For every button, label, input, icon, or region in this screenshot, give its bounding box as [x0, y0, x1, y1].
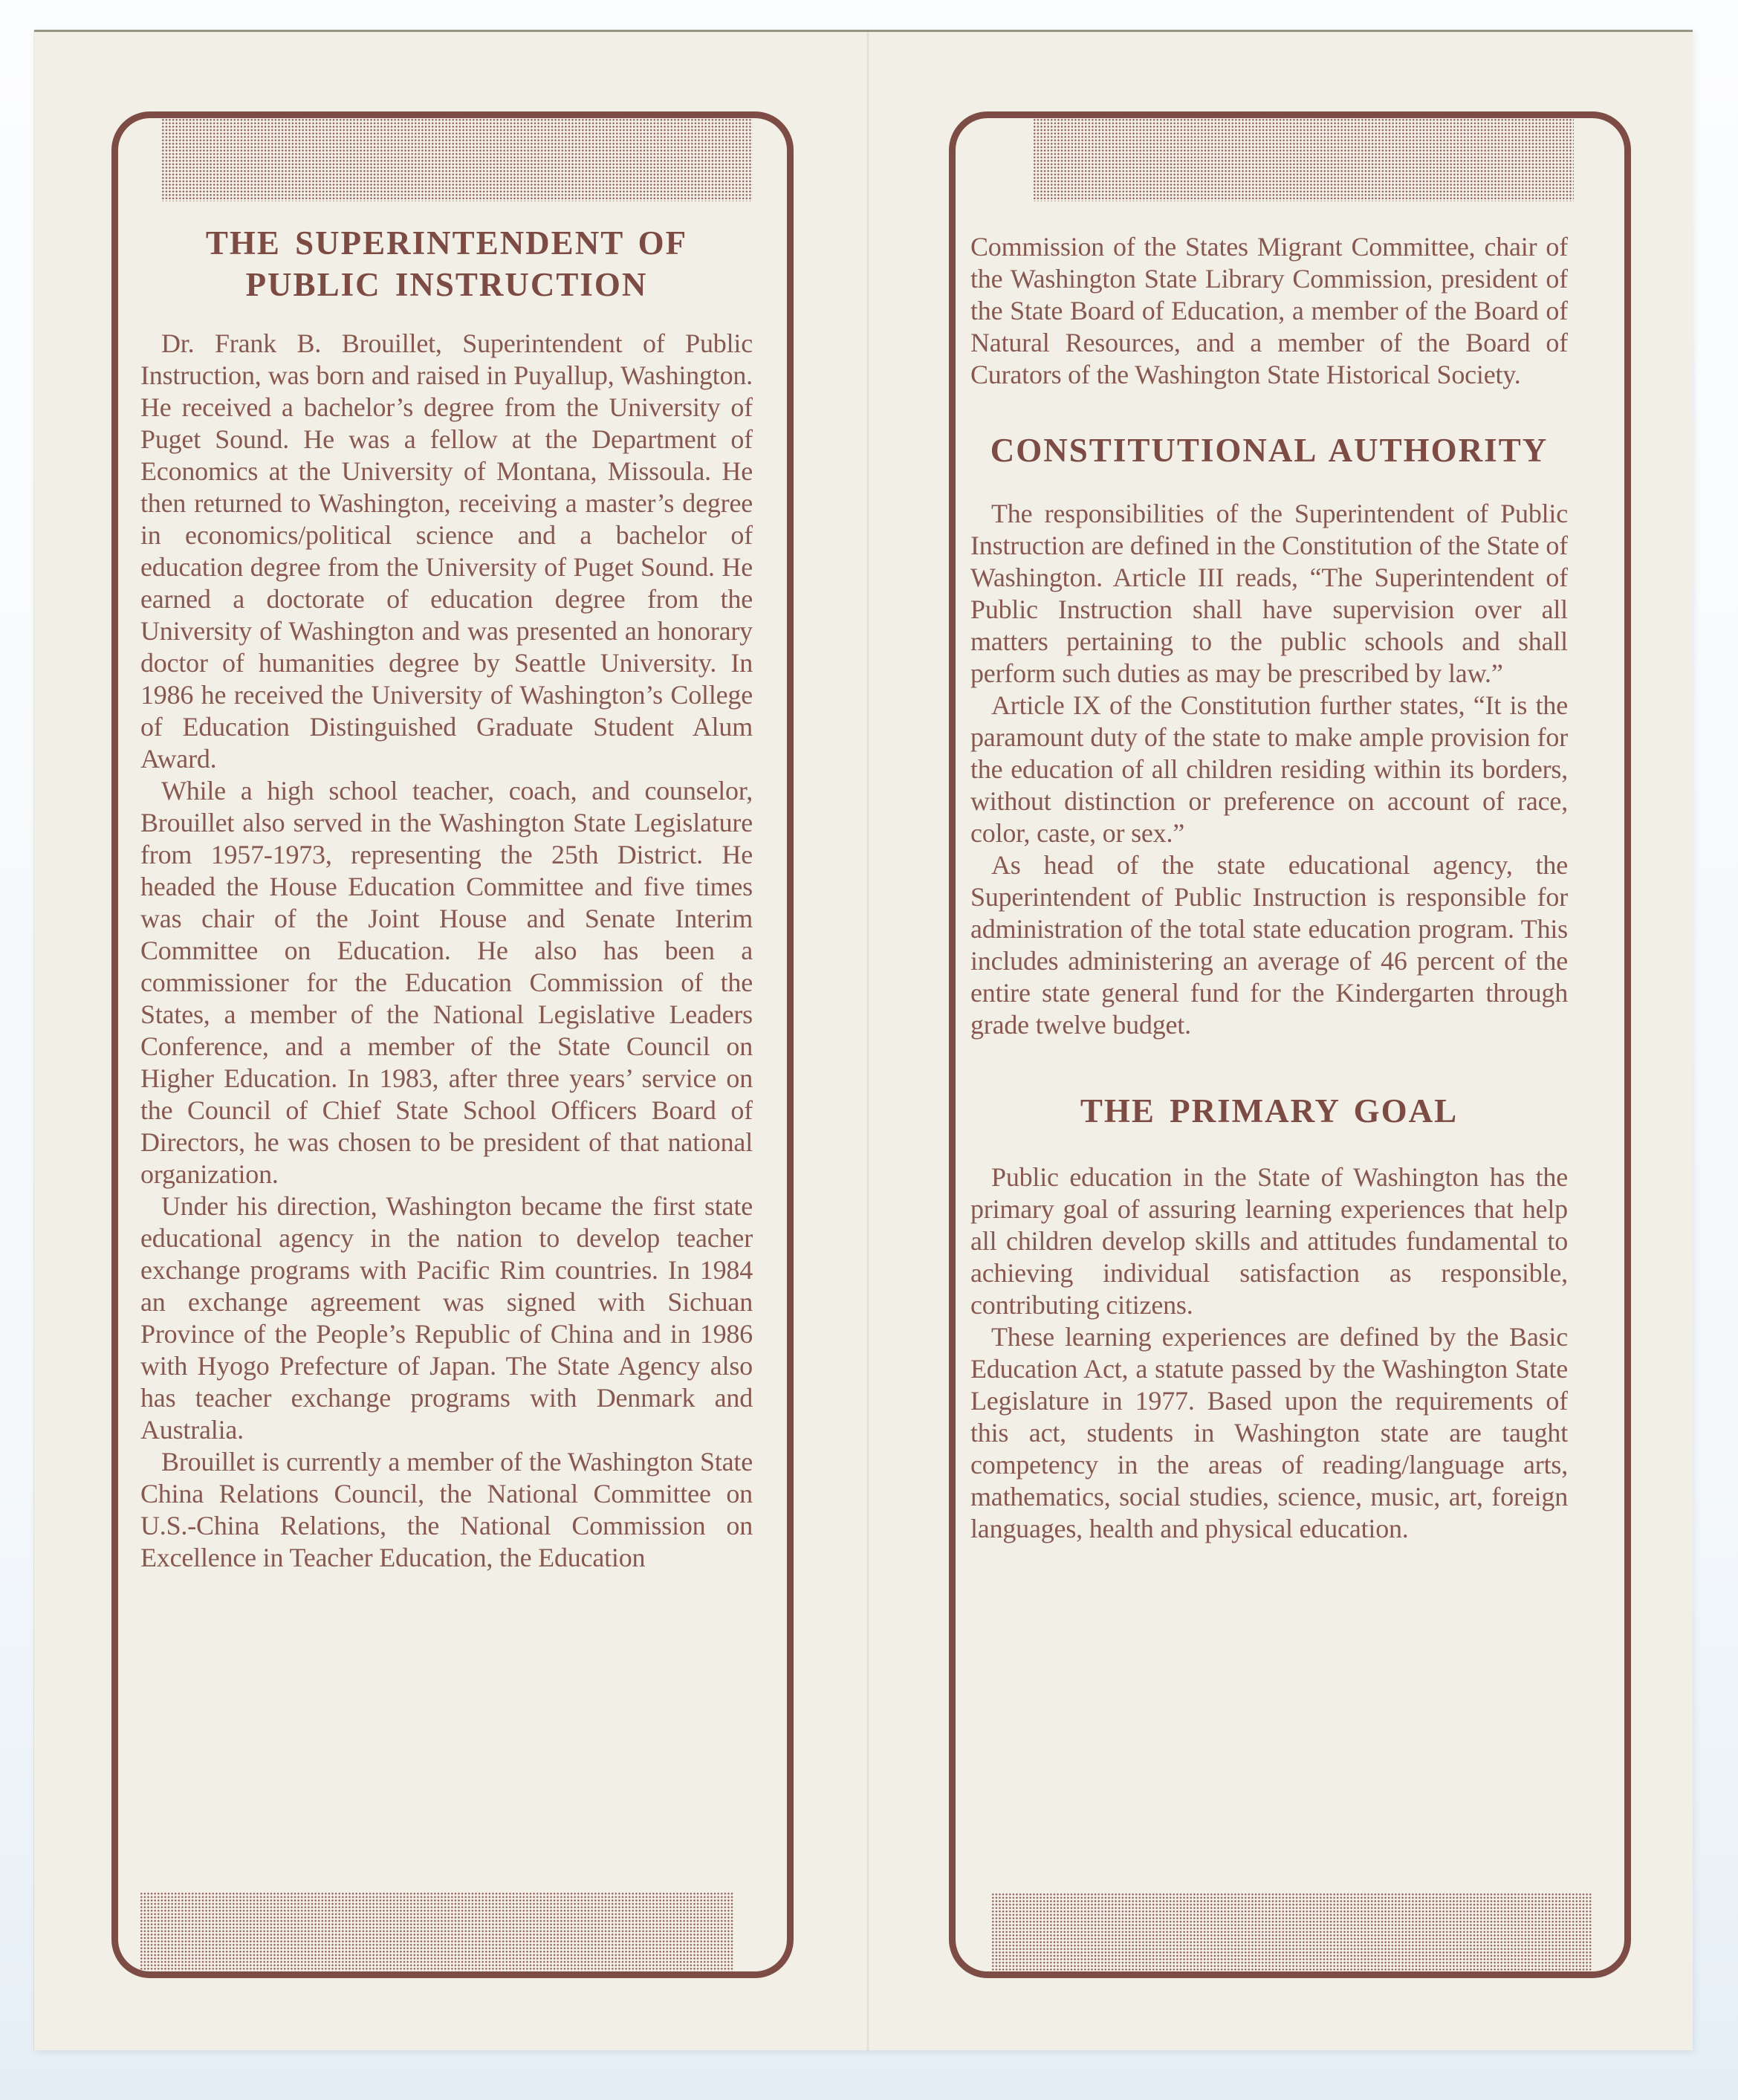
hatch-bar-top-right: [1033, 118, 1574, 201]
section-heading-the-primary-goal: THE PRIMARY GOAL: [1080, 1092, 1459, 1130]
body-paragraph: As head of the state educational agency, the Superintendent of Public Instruction is responsible for administration of the total state education program. This includes administering an average of 46 percent of the entire state general fund for the Kindergarten through grade twelve budget.: [970, 850, 1568, 1040]
page-title-line2: PUBLIC INSTRUCTION: [245, 266, 648, 303]
left-panel-text: [140, 222, 753, 1884]
body-paragraph: While a high school teacher, coach, and counselor, Brouillet also served in the Washington State Legislature from 1957-1973, representing the 25th District. He headed the House Education Committee and five times was chair of the Joint House and Senate Interim Committee on Education. He also has been a commissioner for the Education Commission of the States, a member of the National Legislative Leaders Conference, and a member of the State Council on Higher Education. In 1983, after three years’ service on the Council of Chief State School Officers Board of Directors, he was chosen to be president of that national organization.: [140, 776, 753, 1189]
right-panel: [949, 111, 1631, 1978]
body-paragraph: Article IX of the Constitution further states, “It is the paramount duty of the state to make ample provision for the education of all children residing within its borders, without distinction or preference on account of race, color, caste, or sex.”: [970, 690, 1568, 848]
body-paragraph: Dr. Frank B. Brouillet, Superintendent of Public Instruction, was born and raised in Puyallup, Washington. He received a bachelor’s degree from the University of Puget Sound. He was a fellow at the Department of Economics at the University of Montana, Missoula. He then returned to Washington, receiving a master’s degree in economics/political science and a bachelor of education degree from the University of Puget Sound. He earned a doctorate of education degree from the University of Washington and was presented an honorary doctor of humanities degree by Seattle University. In 1986 he received the University of Washington’s College of Education Distinguished Graduate Student Alum Award.: [140, 328, 753, 774]
page-title: [140, 222, 753, 305]
left-panel: [111, 111, 794, 1978]
body-paragraph: Under his direction, Washington became the first state educational agency in the nation to develop teacher exchange programs with Pacific Rim countries. In 1984 an exchange agreement was signed with Sichuan Province of the People’s Republic of China and in 1986 with Hyogo Prefecture of Japan. The State Agency also has teacher exchange programs with Denmark and Australia.: [140, 1191, 753, 1445]
body-paragraph: Brouillet is currently a member of the Washington State China Relations Council, the National Committee on U.S.-China Relations, the National Commission on Excellence in Teacher Education, the Education: [140, 1447, 753, 1572]
body-paragraph: These learning experiences are defined by the Basic Education Act, a statute passed by the Washington State Legislature in 1977. Based upon the requirements of this act, students in Washington state are taught competency in the areas of reading/language arts, mathematics, social studies, science, music, art, foreign languages, health and physical education.: [970, 1322, 1568, 1543]
section-heading-constitutional-authority: CONSTITUTIONAL AUTHORITY: [990, 432, 1549, 469]
hatch-bar-top-left: [161, 118, 753, 201]
continuation-paragraph: Commission of the States Migrant Committee, chair of the Washington State Library Commission, president of the State Board of Education, a member of the Board of Natural Resources, and a member of the Board of Curators of the Washington State Historical Society.: [970, 232, 1568, 389]
hatch-bar-bottom-left: [140, 1892, 734, 1971]
hatch-bar-bottom-right: [991, 1893, 1592, 1971]
body-paragraph: The responsibilities of the Superintendent of Public Instruction are defined in the Constitution of the State of Washington. Article III reads, “The Superintendent of Public Instruction shall have supervision over all matters pertaining to the public schools and shall perform such duties as may be prescribed by law.”: [970, 499, 1568, 688]
right-panel-text: [970, 231, 1568, 1884]
brochure-paper: [34, 30, 1693, 2050]
body-paragraph: Public education in the State of Washington has the primary goal of assuring learning experiences that help all children develop skills and attitudes fundamental to achieving individual satisfaction as responsible, contributing citizens.: [970, 1162, 1568, 1320]
page-title-line1: THE SUPERINTENDENT OF: [205, 224, 688, 262]
center-fold-line: [866, 32, 869, 2050]
